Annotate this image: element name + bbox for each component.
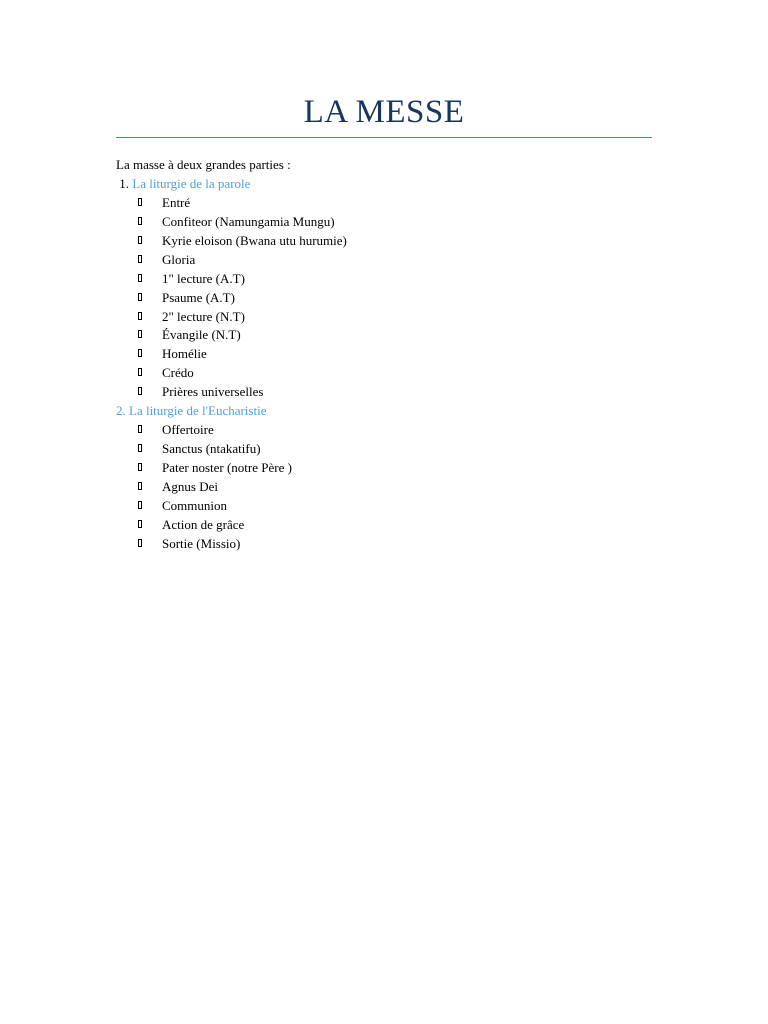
list-item-text: Sanctus (ntakatifu) [162,441,261,457]
list-item [116,213,652,232]
bullet-icon [138,217,142,225]
list-item-text: Homélie [162,346,207,362]
bullet-icon [138,425,142,433]
document-body [116,156,652,554]
list-item-text: Kyrie eloison (Bwana utu hurumie) [162,232,347,248]
list-item-text: Évangile (N.T) [162,327,241,343]
list-item [116,270,652,289]
list-item [116,440,652,459]
list-item [116,535,652,554]
list-item [116,345,652,364]
list-item-text: Entré [162,194,191,210]
section-number: 1. [119,175,129,191]
list-item-text: Confiteor (Namungamia Mungu) [162,213,335,229]
bullet-icon [138,463,142,471]
section-heading-1 [116,175,652,194]
section-heading-label: La liturgie de la parole [132,175,251,191]
bullet-icon [138,501,142,509]
bullet-icon [138,236,142,244]
bullet-icon [138,520,142,528]
intro-text: La masse à deux grandes parties : [116,157,291,172]
list-item [116,421,652,440]
list-item-text: Pater noster (notre Père ) [162,460,292,475]
list-item-text: Sortie (Missio) [162,535,241,551]
list-item-text: Crédo [162,365,194,381]
section-heading-2 [116,402,652,421]
title-underline [116,137,652,138]
list-item-text: Communion [162,497,228,513]
section-heading-label: La liturgie de l'Eucharistie [129,403,267,419]
list-item [116,478,652,497]
bullet-icon [138,539,142,547]
list-item [116,251,652,270]
bullet-icon [138,312,142,320]
section-number: 2. [116,403,126,419]
bullet-icon [138,349,142,357]
list-item-text: 2" lecture (N.T) [162,308,245,324]
list-item [116,459,652,478]
list-item [116,289,652,308]
bullet-icon [138,368,142,376]
list-item-text: Gloria [162,251,196,267]
bullet-icon [138,274,142,282]
bullet-icon [138,482,142,490]
bullet-icon [138,444,142,452]
list-item [116,497,652,516]
page-title: LA MESSE [303,94,465,130]
list-item-text: Offertoire [162,422,214,438]
list-item [116,326,652,345]
list-item [116,364,652,383]
list-item [116,308,652,327]
bullet-icon [138,330,142,338]
list-item-text: Psaume (A.T) [162,289,235,305]
bullet-icon [138,387,142,395]
bullet-icon [138,198,142,206]
bullet-icon [138,255,142,263]
list-item [116,383,652,402]
bullet-icon [138,293,142,301]
list-item-text: 1" lecture (A.T) [162,270,245,286]
list-item-text: Agnus Dei [162,478,218,494]
list-item [116,232,652,251]
list-item [116,194,652,213]
list-item [116,516,652,535]
list-item-text: Action de grâce [162,516,245,532]
list-item-text: Prières universelles [162,384,264,400]
